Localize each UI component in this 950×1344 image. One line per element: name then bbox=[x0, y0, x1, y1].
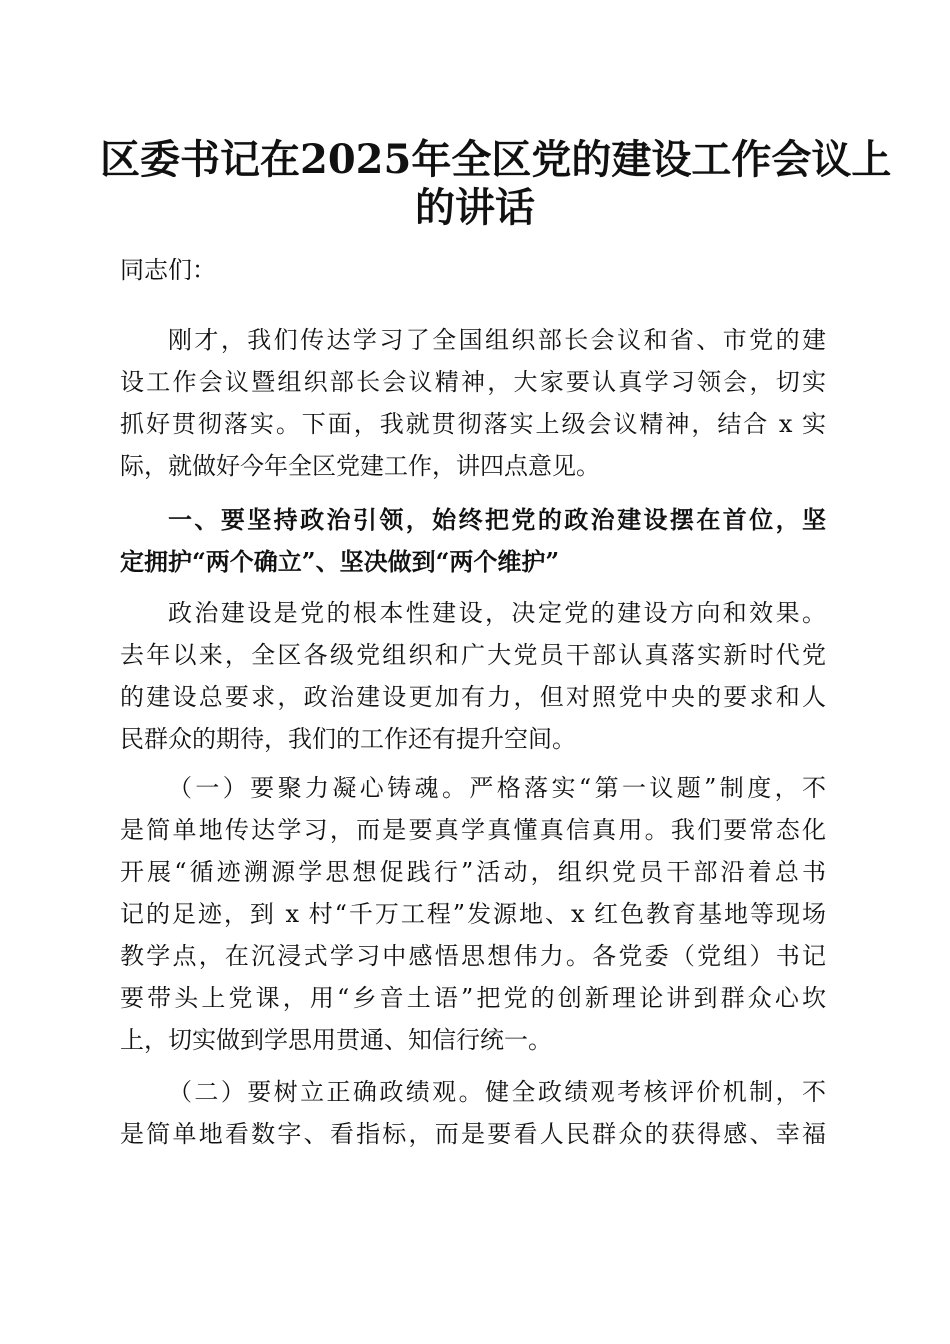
text-line: 去年以来，全区各级党组织和广大党员干部认真落实新时代党 bbox=[120, 641, 826, 669]
text-line: 刚才，我们传达学习了全国组织部长会议和省、市党的建 bbox=[168, 326, 826, 354]
text-line: 是简单地看数字、看指标，而是要看人民群众的获得感、幸福 bbox=[120, 1120, 826, 1148]
text-line: 要带头上党课，用“乡音土语”把党的创新理论讲到群众心坎 bbox=[120, 984, 826, 1012]
section-heading-line: 一、要坚持政治引领，始终把党的政治建设摆在首位，坚 bbox=[168, 505, 826, 534]
text-line: 的建设总要求，政治建设更加有力，但对照党中央的要求和人 bbox=[120, 683, 826, 711]
document-title-line-2: 的讲话 bbox=[415, 184, 535, 231]
text-line: 民群众的期待，我们的工作还有提升空间。 bbox=[120, 725, 576, 753]
subsection-line: （一）要聚力凝心铸魂。严格落实“第一议题”制度，不 bbox=[168, 774, 826, 802]
text-line: 政治建设是党的根本性建设，决定党的建设方向和效果。 bbox=[168, 599, 826, 627]
section-heading-line: 定拥护“两个确立”、坚决做到“两个维护” bbox=[120, 547, 560, 576]
text-line: 上，切实做到学思用贯通、知信行统一。 bbox=[120, 1026, 552, 1054]
text-line: 教学点，在沉浸式学习中感悟思想伟力。各党委（党组）书记 bbox=[120, 942, 826, 970]
text-line: 设工作会议暨组织部长会议精神，大家要认真学习领会，切实 bbox=[120, 368, 826, 396]
text-line: 际，就做好今年全区党建工作，讲四点意见。 bbox=[120, 452, 600, 480]
subsection-line: （二）要树立正确政绩观。健全政绩观考核评价机制，不 bbox=[168, 1078, 826, 1106]
text-line: 抓好贯彻落实。下面，我就贯彻落实上级会议精神，结合 x 实 bbox=[120, 410, 826, 438]
document-title-line-1: 区委书记在2025年全区党的建设工作会议上 bbox=[100, 136, 892, 183]
text-line: 开展“循迹溯源学思想促践行”活动，组织党员干部沿着总书 bbox=[120, 858, 826, 886]
salutation: 同志们： bbox=[120, 256, 216, 284]
text-line: 记的足迹，到 x 村“千万工程”发源地、x 红色教育基地等现场 bbox=[120, 900, 826, 928]
text-line: 是简单地传达学习，而是要真学真懂真信真用。我们要常态化 bbox=[120, 816, 826, 844]
